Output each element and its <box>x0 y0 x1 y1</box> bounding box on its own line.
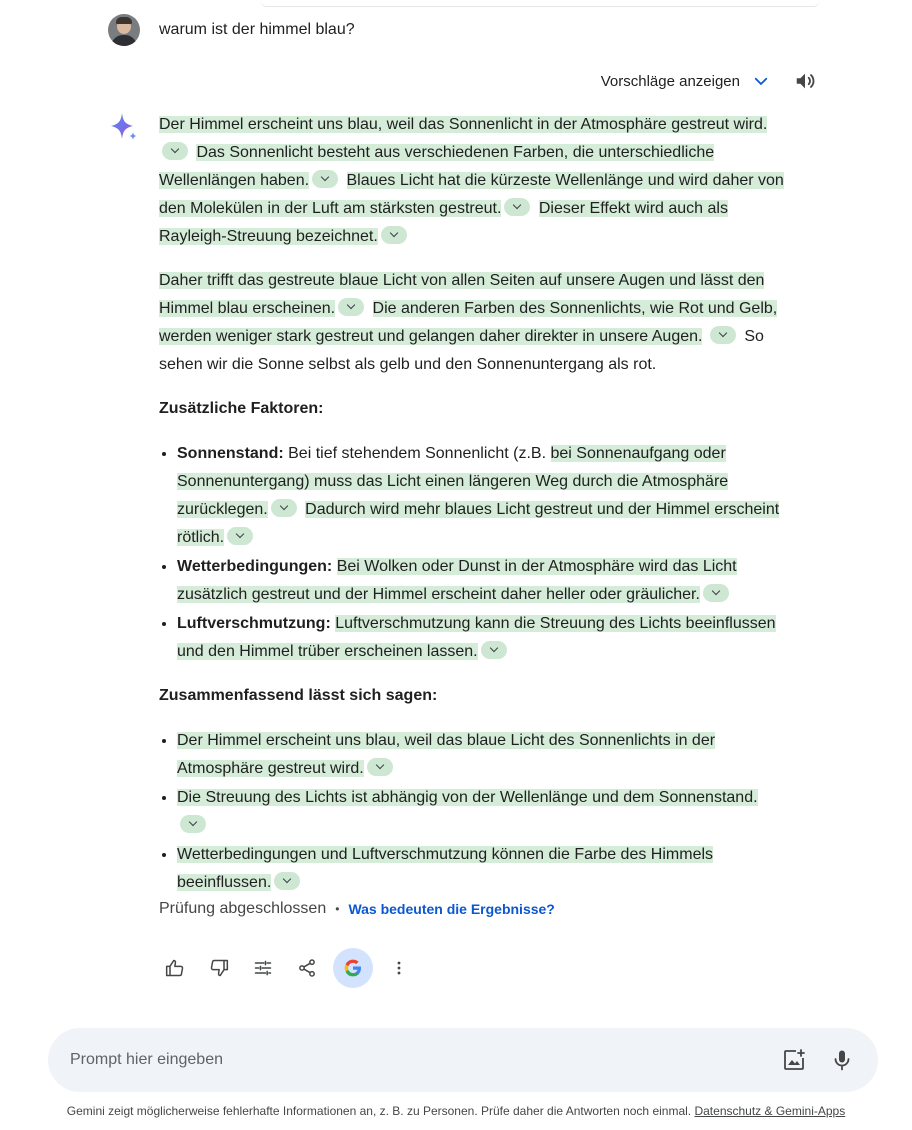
source-expand-chip[interactable] <box>367 758 393 776</box>
plain-sentence: Bei tief stehendem Sonnenlicht (z.B. <box>288 445 547 462</box>
show-drafts-label: Vorschläge anzeigen <box>600 72 740 90</box>
show-drafts-button[interactable] <box>601 72 770 90</box>
source-expand-chip[interactable] <box>271 499 297 517</box>
factors-list <box>159 439 784 666</box>
source-expand-chip[interactable] <box>312 170 338 188</box>
summary-heading: Zusammenfassend lässt sich sagen: <box>159 687 438 704</box>
highlighted-sentence: Das Sonnenlicht besteht aus verschiedenen Farben, die unterschiedliche Wellenlängen haben. <box>159 144 715 189</box>
response-toolbar <box>601 70 816 92</box>
source-expand-chip[interactable] <box>381 226 407 244</box>
highlighted-sentence: Die anderen Farben des Sonnenlichts, wie Rot und Gelb, werden weniger stark gestreut und gelangen daher direkter in unsere Augen. <box>159 300 778 345</box>
list-item <box>177 552 784 609</box>
source-expand-chip[interactable] <box>162 142 188 160</box>
highlighted-sentence: Dieser Effekt wird auch als Rayleigh-Streuung bezeichnet. <box>159 200 728 245</box>
disclaimer-footer <box>0 1104 912 1118</box>
share-button[interactable] <box>287 948 327 988</box>
factors-heading: Zusätzliche Faktoren: <box>159 400 324 417</box>
source-expand-chip[interactable] <box>504 198 530 216</box>
highlighted-sentence: Der Himmel erscheint uns blau, weil das Sonnenlicht in der Atmosphäre gestreut wird. <box>159 116 768 133</box>
chevron-down-icon <box>752 72 770 90</box>
add-image-icon[interactable] <box>782 1048 806 1072</box>
source-expand-chip[interactable] <box>703 584 729 602</box>
tune-icon <box>253 958 273 978</box>
disclaimer-text: Gemini zeigt möglicherweise fehlerhafte Informationen an, z. B. zu Personen. Prüfe daher die Antworten noch einmal. <box>66 1104 692 1118</box>
response-body <box>159 111 784 913</box>
thumb-down-button[interactable] <box>199 948 239 988</box>
thumb-up-icon <box>165 958 185 978</box>
list-item-title: Wetterbedingungen: <box>177 558 333 575</box>
user-message <box>108 14 355 46</box>
highlighted-sentence: Die Streuung des Lichts ist abhängig von der Wellenlänge und dem Sonnenstand. <box>177 789 758 806</box>
list-item <box>177 439 784 552</box>
more-options-button[interactable] <box>379 948 419 988</box>
thumb-down-icon <box>209 958 229 978</box>
double-check-status <box>159 900 555 918</box>
user-query-text: warum ist der himmel blau? <box>159 21 355 38</box>
google-double-check-button[interactable] <box>333 948 373 988</box>
speaker-icon[interactable] <box>794 70 816 92</box>
source-expand-chip[interactable] <box>481 641 507 659</box>
highlighted-sentence: Dadurch wird mehr blaues Licht gestreut und der Himmel erscheint rötlich. <box>177 501 780 546</box>
check-status-text: Prüfung abgeschlossen <box>159 900 327 917</box>
list-item <box>177 609 784 666</box>
previous-card-edge <box>260 0 820 7</box>
source-expand-chip[interactable] <box>274 872 300 890</box>
source-expand-chip[interactable] <box>338 298 364 316</box>
list-item-title: Luftverschmutzung: <box>177 615 331 632</box>
highlighted-sentence: Wetterbedingungen und Luftverschmutzung können die Farbe des Himmels beeinflussen. <box>177 846 714 891</box>
highlighted-sentence: Der Himmel erscheint uns blau, weil das blaue Licht des Sonnenlichts in der Atmosphäre gestreut wird. <box>177 732 716 777</box>
source-expand-chip[interactable] <box>710 326 736 344</box>
prompt-bar <box>48 1028 878 1092</box>
separator-dot: • <box>335 902 340 916</box>
prompt-input[interactable] <box>68 1050 712 1070</box>
avatar[interactable] <box>108 14 140 46</box>
response-paragraph-2 <box>159 267 784 379</box>
source-expand-chip[interactable] <box>180 815 206 833</box>
results-explanation-link[interactable]: Was bedeuten die Ergebnisse? <box>348 901 555 917</box>
privacy-link[interactable]: Datenschutz & Gemini-Apps <box>694 1104 846 1118</box>
list-item <box>177 840 784 897</box>
modify-response-button[interactable] <box>243 948 283 988</box>
list-item-title: Sonnenstand: <box>177 445 284 462</box>
plain-sentence: So sehen wir die Sonne selbst als gelb und den Sonnenuntergang als rot. <box>159 328 764 373</box>
more-vert-icon <box>389 958 409 978</box>
list-item <box>177 726 784 783</box>
response-actions <box>155 948 423 988</box>
share-icon <box>297 958 317 978</box>
response-paragraph-1 <box>159 111 784 251</box>
microphone-icon[interactable] <box>830 1048 854 1072</box>
highlighted-sentence: Bei Wolken oder Dunst in der Atmosphäre wird das Licht zusätzlich gestreut und der Himmel erscheint daher heller oder gräulicher. <box>177 558 737 603</box>
highlighted-sentence: Luftverschmutzung kann die Streuung des Lichts beeinflussen und den Himmel trüber erscheinen lassen. <box>177 615 776 660</box>
thumb-up-button[interactable] <box>155 948 195 988</box>
gemini-sparkle-icon <box>108 112 138 142</box>
summary-list <box>159 726 784 897</box>
highlighted-sentence: bei Sonnenaufgang oder Sonnenuntergang) muss das Licht einen längeren Weg durch die Atmosphäre zurücklegen. <box>177 445 729 518</box>
highlighted-sentence: Blaues Licht hat die kürzeste Wellenlänge und wird daher von den Molekülen in der Luft am stärksten gestreut. <box>159 172 784 217</box>
list-item <box>177 783 784 840</box>
source-expand-chip[interactable] <box>227 527 253 545</box>
highlighted-sentence: Daher trifft das gestreute blaue Licht von allen Seiten auf unsere Augen und lässt den Himmel blau erscheinen. <box>159 272 765 317</box>
google-icon <box>343 958 363 978</box>
